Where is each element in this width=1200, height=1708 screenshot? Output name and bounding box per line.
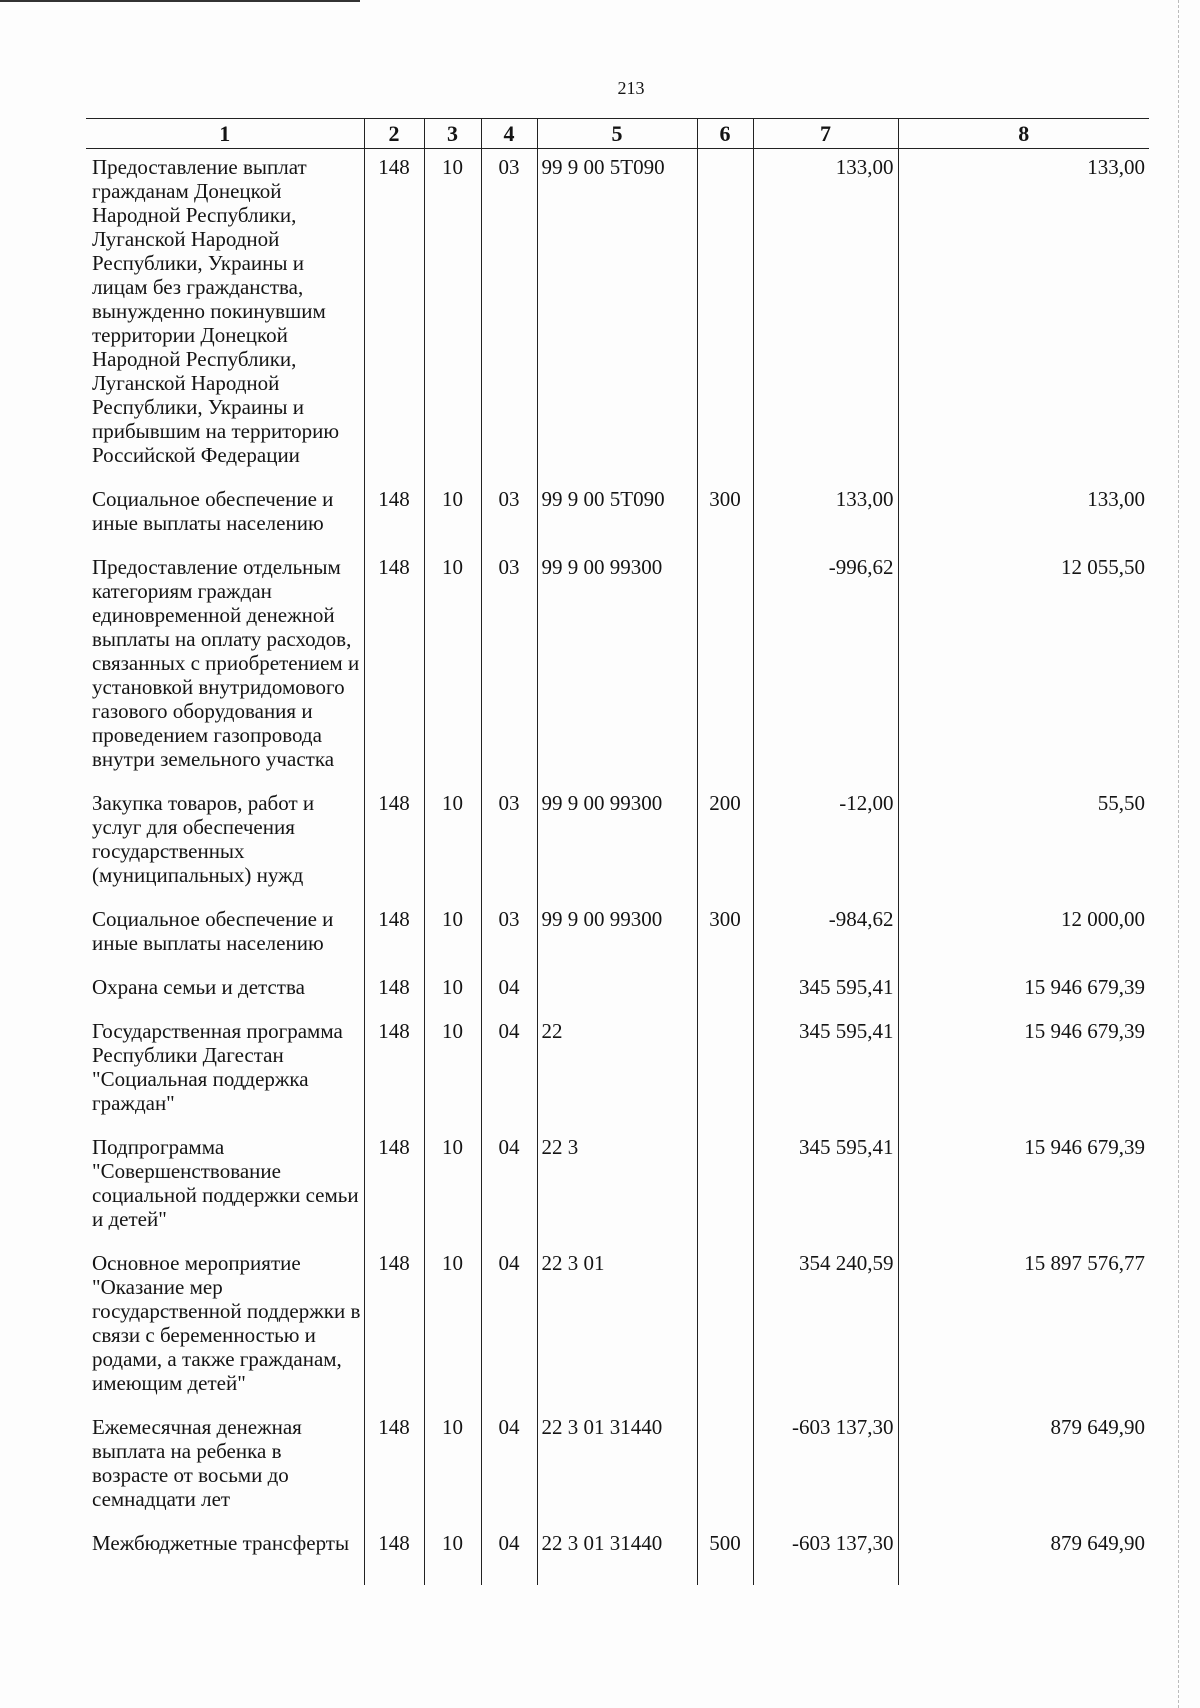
cell-col-6 — [697, 1129, 753, 1245]
cell-col-6 — [697, 969, 753, 1013]
cell-col-5: 22 — [537, 1013, 697, 1129]
cell-col-6: 200 — [697, 785, 753, 901]
cell-col-5: 99 9 00 99300 — [537, 785, 697, 901]
cell-col-8: 133,00 — [898, 149, 1149, 482]
cell-col-2: 148 — [364, 1245, 424, 1409]
cell-col-7: -603 137,30 — [753, 1525, 898, 1585]
row-name: Государственная программа Республики Дагестан "Социальная поддержка граждан" — [92, 1019, 343, 1115]
table-row — [86, 785, 1149, 901]
cell-col-7: -984,62 — [753, 901, 898, 969]
column-header-7: 7 — [753, 119, 898, 149]
row-name: Охрана семьи и детства — [92, 975, 305, 999]
table-row — [86, 1525, 1149, 1585]
cell-col-6: 500 — [697, 1525, 753, 1585]
row-name: Социальное обеспечение и иные выплаты населению — [92, 907, 334, 955]
cell-col-4: 03 — [481, 901, 537, 969]
cell-col-7: 345 595,41 — [753, 969, 898, 1013]
cell-col-3: 10 — [424, 785, 481, 901]
cell-col-5: 99 9 00 99300 — [537, 901, 697, 969]
cell-col-2: 148 — [364, 969, 424, 1013]
column-header-6: 6 — [697, 119, 753, 149]
cell-col-2: 148 — [364, 1525, 424, 1585]
cell-col-6 — [697, 1245, 753, 1409]
column-header-1: 1 — [86, 119, 364, 149]
cell-col-2: 148 — [364, 1013, 424, 1129]
table-row — [86, 1409, 1149, 1525]
cell-col-6 — [697, 149, 753, 482]
cell-col-3: 10 — [424, 1409, 481, 1525]
column-header-4: 4 — [481, 119, 537, 149]
cell-col-6: 300 — [697, 481, 753, 549]
cell-col-6: 300 — [697, 901, 753, 969]
table-row — [86, 149, 1149, 482]
cell-col-5: 22 3 — [537, 1129, 697, 1245]
row-name: Социальное обеспечение и иные выплаты населению — [92, 487, 334, 535]
cell-col-4: 04 — [481, 1129, 537, 1245]
table-row — [86, 969, 1149, 1013]
cell-col-2: 148 — [364, 785, 424, 901]
cell-col-2: 148 — [364, 1129, 424, 1245]
cell-col-8: 15 897 576,77 — [898, 1245, 1149, 1409]
cell-col-7: -603 137,30 — [753, 1409, 898, 1525]
budget-table — [86, 118, 1149, 1585]
row-name: Предоставление выплат гражданам Донецкой Народной Республики, Луганской Народной Республики, Украины и лицам без гражданства, вынужденно покинувшим территории Донецкой Народной Республики, Луганской Народной Республики, Украины и прибывшим на территорию Российской Федерации — [92, 155, 340, 467]
row-name: Подпрограмма "Совершенствование социальной поддержки семьи и детей" — [92, 1135, 359, 1231]
cell-col-5: 22 3 01 31440 — [537, 1409, 697, 1525]
cell-col-7: -996,62 — [753, 549, 898, 785]
cell-col-7: 133,00 — [753, 481, 898, 549]
cell-col-2: 148 — [364, 481, 424, 549]
column-header-5: 5 — [537, 119, 697, 149]
cell-col-2: 148 — [364, 1409, 424, 1525]
cell-col-3: 10 — [424, 969, 481, 1013]
cell-col-3: 10 — [424, 149, 481, 482]
cell-col-2: 148 — [364, 149, 424, 482]
right-scan-edge — [1178, 0, 1180, 1708]
column-header-3: 3 — [424, 119, 481, 149]
cell-col-8: 15 946 679,39 — [898, 1013, 1149, 1129]
row-name: Межбюджетные трансферты — [92, 1531, 350, 1555]
cell-col-3: 10 — [424, 901, 481, 969]
table-row — [86, 1245, 1149, 1409]
cell-col-8: 15 946 679,39 — [898, 969, 1149, 1013]
cell-col-4: 03 — [481, 149, 537, 482]
cell-col-5: 99 9 00 99300 — [537, 549, 697, 785]
cell-col-7: 354 240,59 — [753, 1245, 898, 1409]
cell-col-5: 22 3 01 31440 — [537, 1525, 697, 1585]
cell-col-7: 345 595,41 — [753, 1013, 898, 1129]
cell-col-4: 04 — [481, 969, 537, 1013]
cell-col-7: 345 595,41 — [753, 1129, 898, 1245]
page-number: 213 — [617, 78, 645, 98]
column-header-2: 2 — [364, 119, 424, 149]
cell-col-5: 22 3 01 — [537, 1245, 697, 1409]
cell-col-8: 12 000,00 — [898, 901, 1149, 969]
cell-col-7: -12,00 — [753, 785, 898, 901]
table-row — [86, 1129, 1149, 1245]
cell-col-8: 879 649,90 — [898, 1525, 1149, 1585]
table-row — [86, 901, 1149, 969]
cell-col-3: 10 — [424, 1129, 481, 1245]
cell-col-8: 55,50 — [898, 785, 1149, 901]
cell-col-3: 10 — [424, 549, 481, 785]
cell-col-8: 12 055,50 — [898, 549, 1149, 785]
cell-col-5: 99 9 00 5Т090 — [537, 149, 697, 482]
cell-col-7: 133,00 — [753, 149, 898, 482]
cell-col-3: 10 — [424, 1525, 481, 1585]
top-scan-rule — [0, 0, 360, 2]
row-name: Ежемесячная денежная выплата на ребенка в возрасте от восьми до семнадцати лет — [92, 1415, 302, 1511]
table-row — [86, 481, 1149, 549]
cell-col-4: 04 — [481, 1409, 537, 1525]
cell-col-6 — [697, 1013, 753, 1129]
cell-col-6 — [697, 1409, 753, 1525]
cell-col-2: 148 — [364, 549, 424, 785]
cell-col-4: 03 — [481, 785, 537, 901]
row-name: Закупка товаров, работ и услуг для обеспечения государственных (муниципальных) нужд — [92, 791, 315, 887]
column-header-8: 8 — [898, 119, 1149, 149]
header-row — [86, 119, 1149, 149]
row-name: Основное мероприятие "Оказание мер государственной поддержки в связи с беременностью и родами, а также гражданам, имеющим детей" — [92, 1251, 361, 1395]
cell-col-6 — [697, 549, 753, 785]
cell-col-8: 133,00 — [898, 481, 1149, 549]
cell-col-8: 879 649,90 — [898, 1409, 1149, 1525]
cell-col-4: 03 — [481, 549, 537, 785]
cell-col-4: 04 — [481, 1525, 537, 1585]
table-row — [86, 1013, 1149, 1129]
cell-col-3: 10 — [424, 1245, 481, 1409]
cell-col-4: 04 — [481, 1013, 537, 1129]
cell-col-5 — [537, 969, 697, 1013]
cell-col-4: 04 — [481, 1245, 537, 1409]
row-name: Предоставление отдельным категориям граждан единовременной денежной выплаты на оплату расходов, связанных с приобретением и установкой внутридомового газового оборудования и проведением газопровода внутри земельного участка — [92, 555, 360, 771]
cell-col-4: 03 — [481, 481, 537, 549]
cell-col-3: 10 — [424, 481, 481, 549]
cell-col-5: 99 9 00 5Т090 — [537, 481, 697, 549]
table-row — [86, 549, 1149, 785]
cell-col-3: 10 — [424, 1013, 481, 1129]
cell-col-8: 15 946 679,39 — [898, 1129, 1149, 1245]
cell-col-2: 148 — [364, 901, 424, 969]
